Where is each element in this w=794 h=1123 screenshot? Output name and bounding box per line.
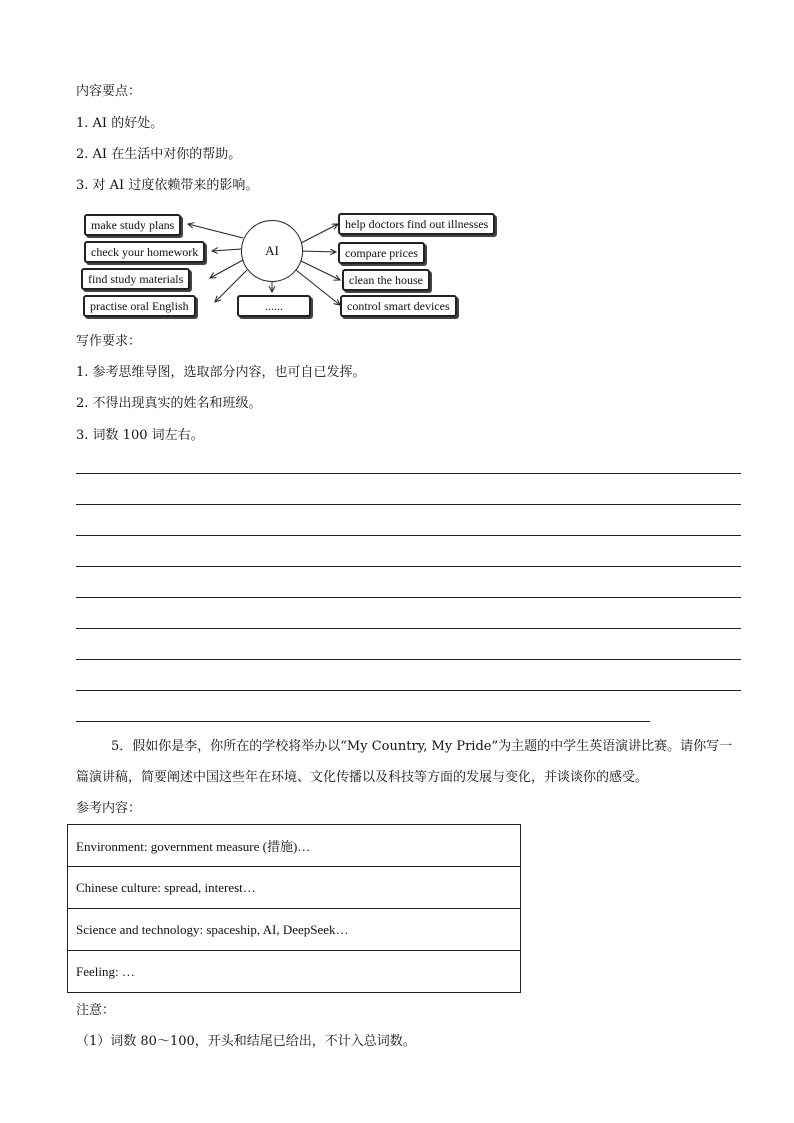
- note-1: （1）词数 80～100，开头和结尾已给出，不计入总词数。: [76, 1034, 416, 1049]
- mindmap-node-practise-english: practise oral English: [83, 295, 196, 317]
- mindmap-node-clean-house: clean the house: [342, 269, 430, 291]
- reference-science: Science and technology: spaceship, AI, DeepSeek…: [68, 909, 521, 951]
- content-point-2: 2. AI 在生活中对你的帮助。: [76, 147, 242, 162]
- requirement-1: 1. 参考思维导图，选取部分内容，也可自已发挥。: [76, 365, 366, 380]
- mindmap-node-check-homework: check your homework: [84, 241, 205, 263]
- content-points-heading: 内容要点：: [76, 84, 142, 99]
- mindmap-node-control-devices: control smart devices: [340, 295, 457, 317]
- mindmap-node-make-study-plans: make study plans: [84, 214, 181, 236]
- requirements-heading: 写作要求：: [76, 334, 142, 349]
- mindmap-node-help-doctors: help doctors find out illnesses: [338, 213, 495, 235]
- table-row: [68, 909, 521, 951]
- notes-heading: 注意：: [76, 1003, 116, 1018]
- reference-heading: 参考内容：: [76, 801, 142, 816]
- mindmap-node-find-materials: find study materials: [81, 268, 190, 290]
- reference-table: [67, 824, 521, 993]
- requirement-2: 2. 不得出现真实的姓名和班级。: [76, 396, 262, 411]
- task5-prompt-line2: 篇演讲稿，简要阐述中国这些年在环境、文化传播以及科技等方面的发展与变化，并谈谈你的感受。: [76, 770, 649, 785]
- reference-culture: Chinese culture: spread, interest…: [68, 867, 521, 909]
- answer-line[interactable]: [76, 659, 741, 660]
- table-row: [68, 825, 521, 867]
- mindmap-center-ai: AI: [241, 220, 303, 282]
- answer-line[interactable]: [76, 597, 741, 598]
- requirement-3: 3. 词数 100 词左右。: [76, 428, 204, 443]
- answer-line[interactable]: [76, 566, 741, 567]
- answer-line[interactable]: [76, 473, 741, 474]
- reference-feeling: Feeling: …: [68, 951, 521, 993]
- answer-line[interactable]: [76, 535, 741, 536]
- arrow-to-make-study-plans: [188, 224, 243, 238]
- answer-line[interactable]: [76, 721, 650, 722]
- content-point-3: 3. 对 AI 过度依赖带来的影响。: [76, 178, 259, 193]
- arrow-to-help-doctors: [301, 224, 338, 243]
- arrow-to-check-homework: [212, 249, 241, 251]
- arrow-to-find-materials: [210, 260, 243, 278]
- answer-line[interactable]: [76, 628, 741, 629]
- arrow-to-compare-prices: [301, 251, 336, 252]
- table-row: [68, 951, 521, 993]
- mindmap-node-ellipsis: ......: [237, 295, 311, 317]
- reference-environment: Environment: government measure (措施)…: [68, 825, 521, 867]
- table-row: [68, 867, 521, 909]
- task5-prompt-line1: 5．假如你是李，你所在的学校将举办以“My Country, My Pride”为主题的中学生英语演讲比赛。请你写一: [111, 739, 733, 754]
- mindmap-node-compare-prices: compare prices: [338, 242, 425, 264]
- answer-line[interactable]: [76, 690, 741, 691]
- content-point-1: 1. AI 的好处。: [76, 116, 164, 131]
- answer-line[interactable]: [76, 504, 741, 505]
